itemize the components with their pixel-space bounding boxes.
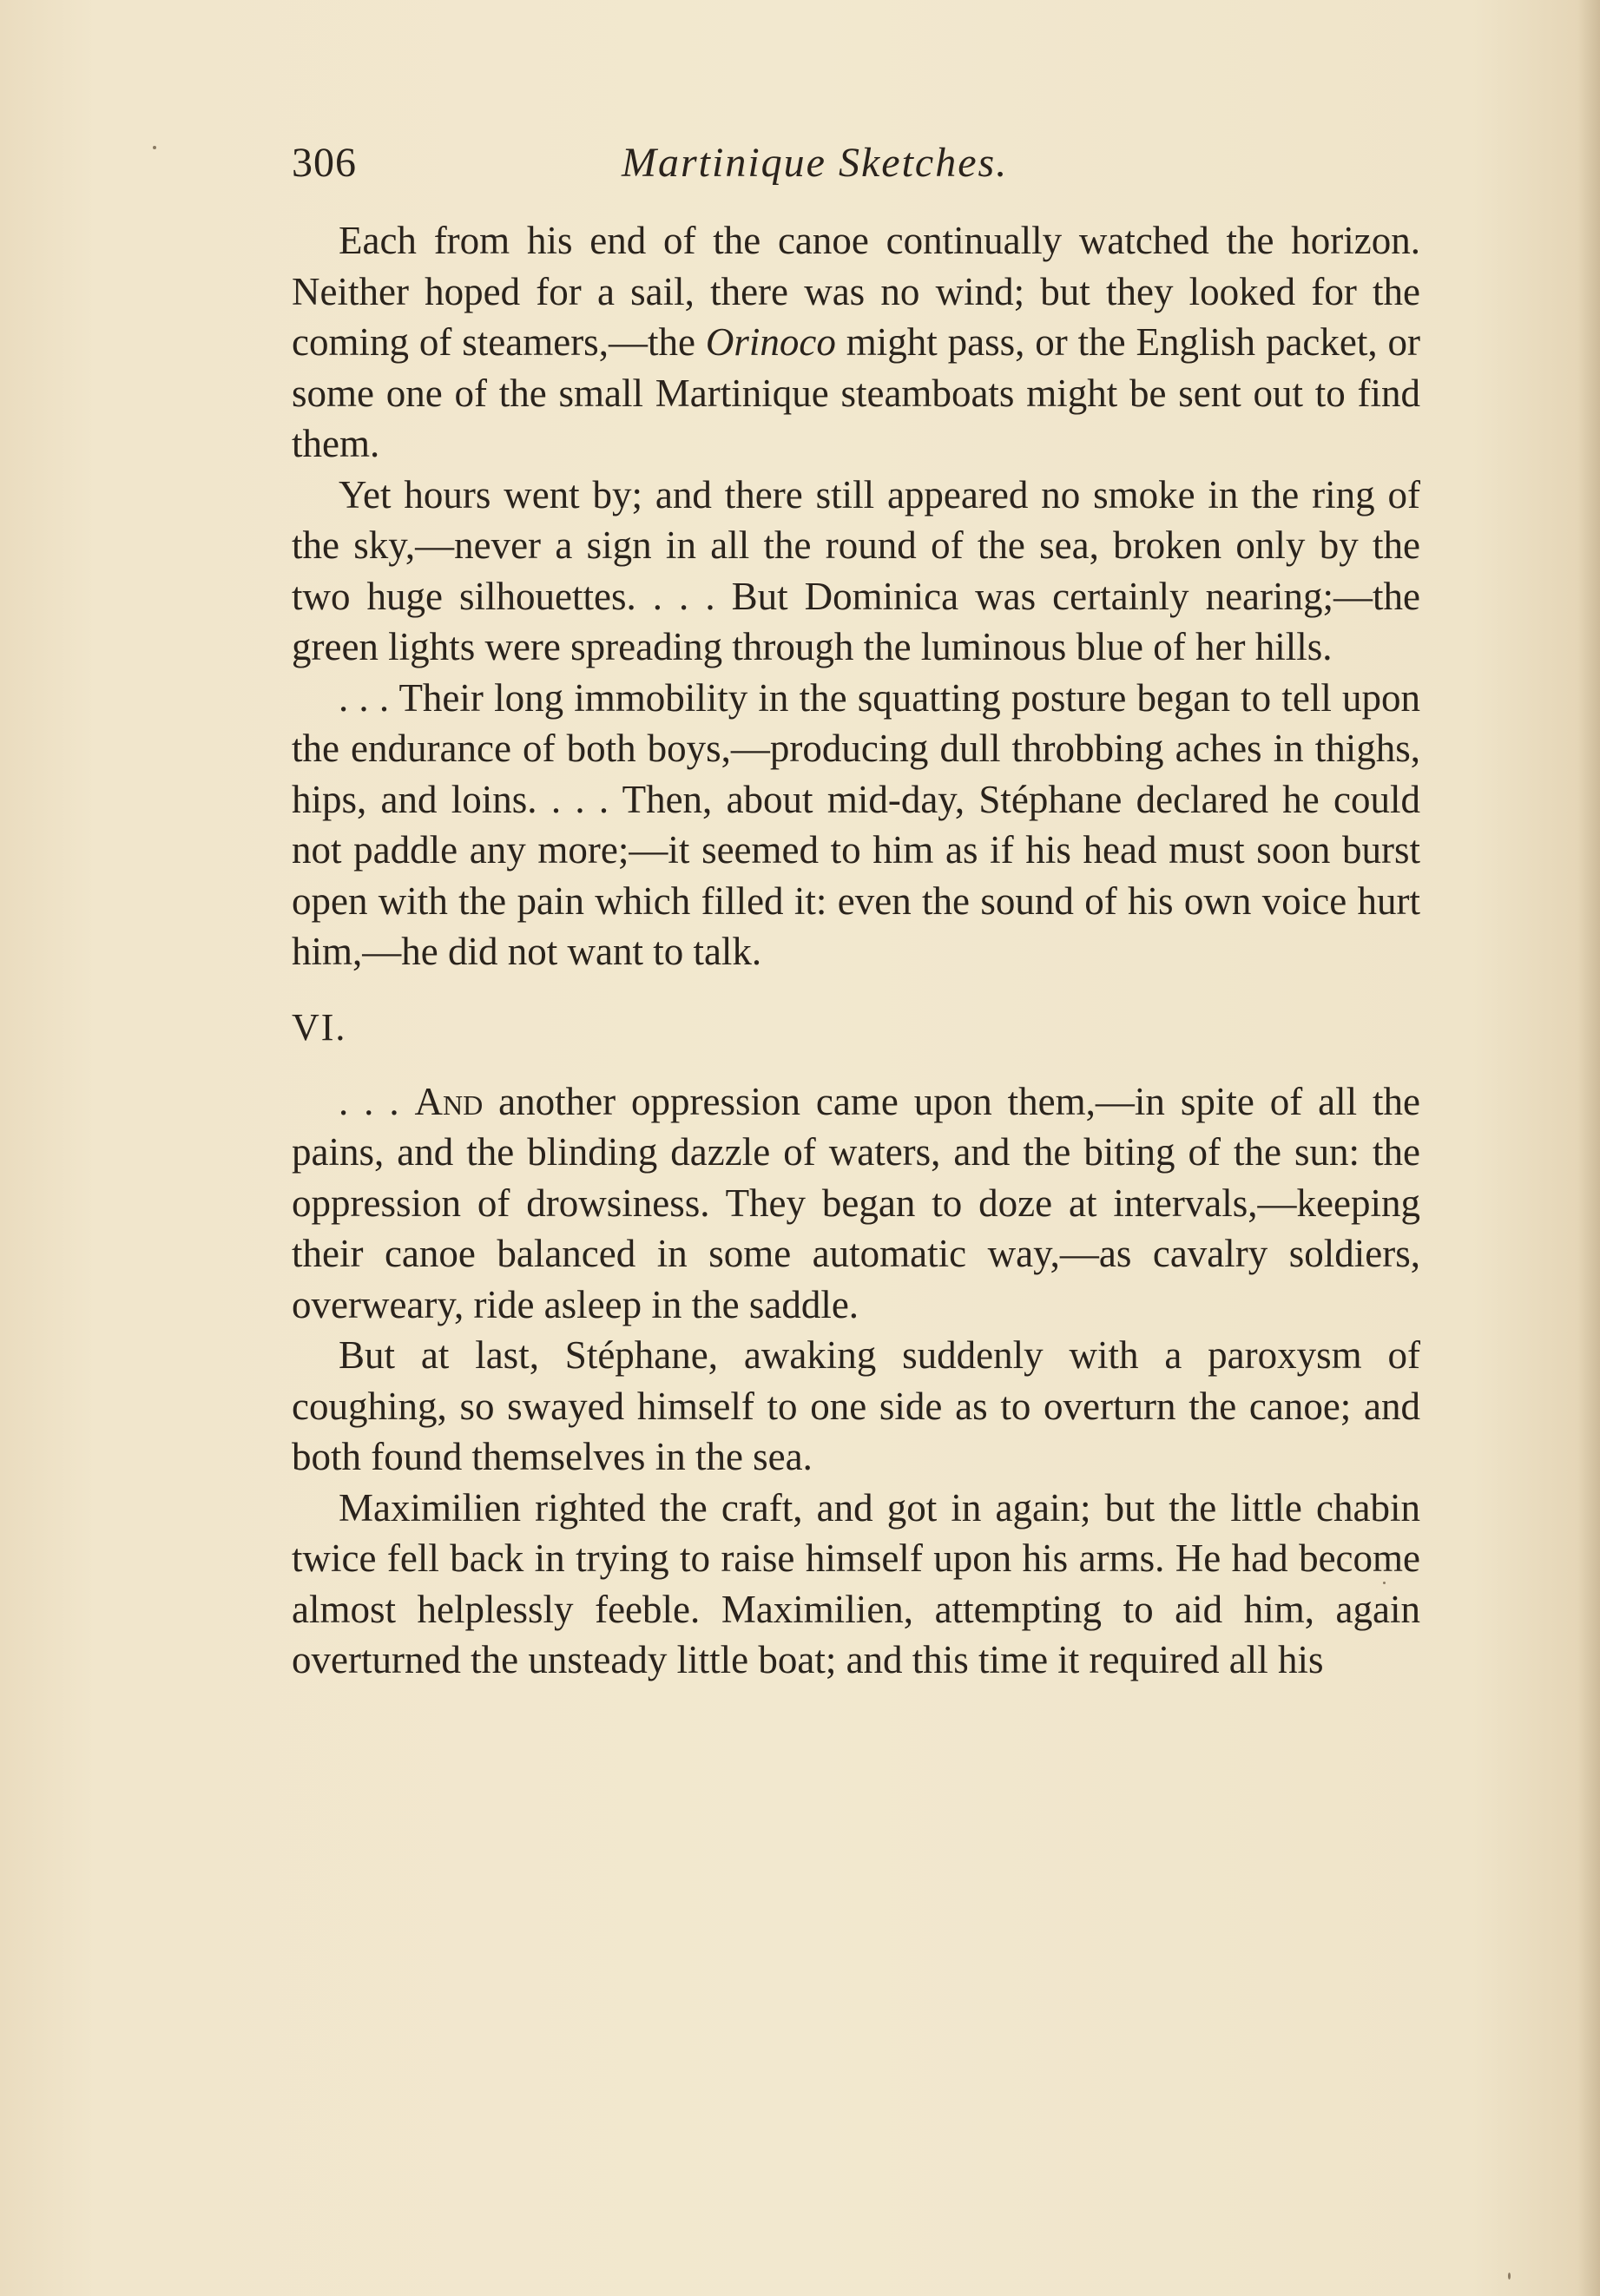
paragraph-4-small-caps: And	[414, 1079, 484, 1123]
paper-speck	[1508, 2273, 1511, 2280]
page-edge-shadow	[1577, 0, 1600, 2296]
page-header	[292, 128, 1420, 198]
paragraph-2: Yet hours went by; and there still appeared no smoke in the ring of the sky,—never a sign in all the round of the sea, broken only by the two huge silhouettes. . . . But Dominica was certainly nearing;—the green lights were spreading through the luminous blue of her hills.	[292, 472, 1420, 668]
paragraph-1-text-a: Each from his end of the canoe continually watched the horizon. Neither hoped for a sail, there was no wind; but they looked for the coming of steamers,—the	[292, 219, 1420, 364]
paper-speck	[153, 146, 156, 149]
section-number: VI.	[292, 1005, 347, 1049]
paragraph-4-text: another oppression came upon them,—in spite of all the pains, and the blinding dazzle of waters, and the biting of the sun: the oppression of drowsiness. They began to doze at intervals,—keeping their canoe balanced in some automatic way,—as cavalry soldiers, overweary, ride asleep in the saddle.	[292, 1079, 1420, 1326]
page-body	[292, 215, 1420, 1686]
page-number: 306	[292, 140, 357, 186]
paragraph-6: Maximilien righted the craft, and got in again; but the little chabin twice fell back in trying to raise himself upon his arms. He had become almost helplessly feeble. Maximilien, attempting to aid him, again overturned the unsteady little boat; and this time it required all his	[292, 1485, 1420, 1681]
paragraph-4	[292, 1076, 1420, 1331]
paragraph-3: . . . Their long immobility in the squatting posture began to tell upon the endurance of both boys,—producing dull throbbing aches in thighs, hips, and loins. . . . Then, about mid-day, Stéphane declared he could not paddle any more;—it seemed to him as if his head must soon burst open with the pain which filled it: even the sound of his own voice hurt him,—he did not want to talk.	[292, 675, 1420, 973]
paper-speck	[1383, 1582, 1386, 1584]
paragraph-1	[292, 215, 1420, 470]
paragraph-4-ellipsis: . . .	[339, 1079, 415, 1123]
ship-name-italic: Orinoco	[705, 320, 836, 364]
paragraph-5: But at last, Stéphane, awaking suddenly with a paroxysm of coughing, so swayed himself to one side as to overturn the canoe; and both found themselves in the sea.	[292, 1333, 1420, 1478]
running-head: Martinique Sketches.	[622, 140, 1009, 186]
paragraph-1-text-b: might pass, or the English packet, or some one of the small Martinique steamboats might be sent out to find them.	[292, 320, 1420, 465]
